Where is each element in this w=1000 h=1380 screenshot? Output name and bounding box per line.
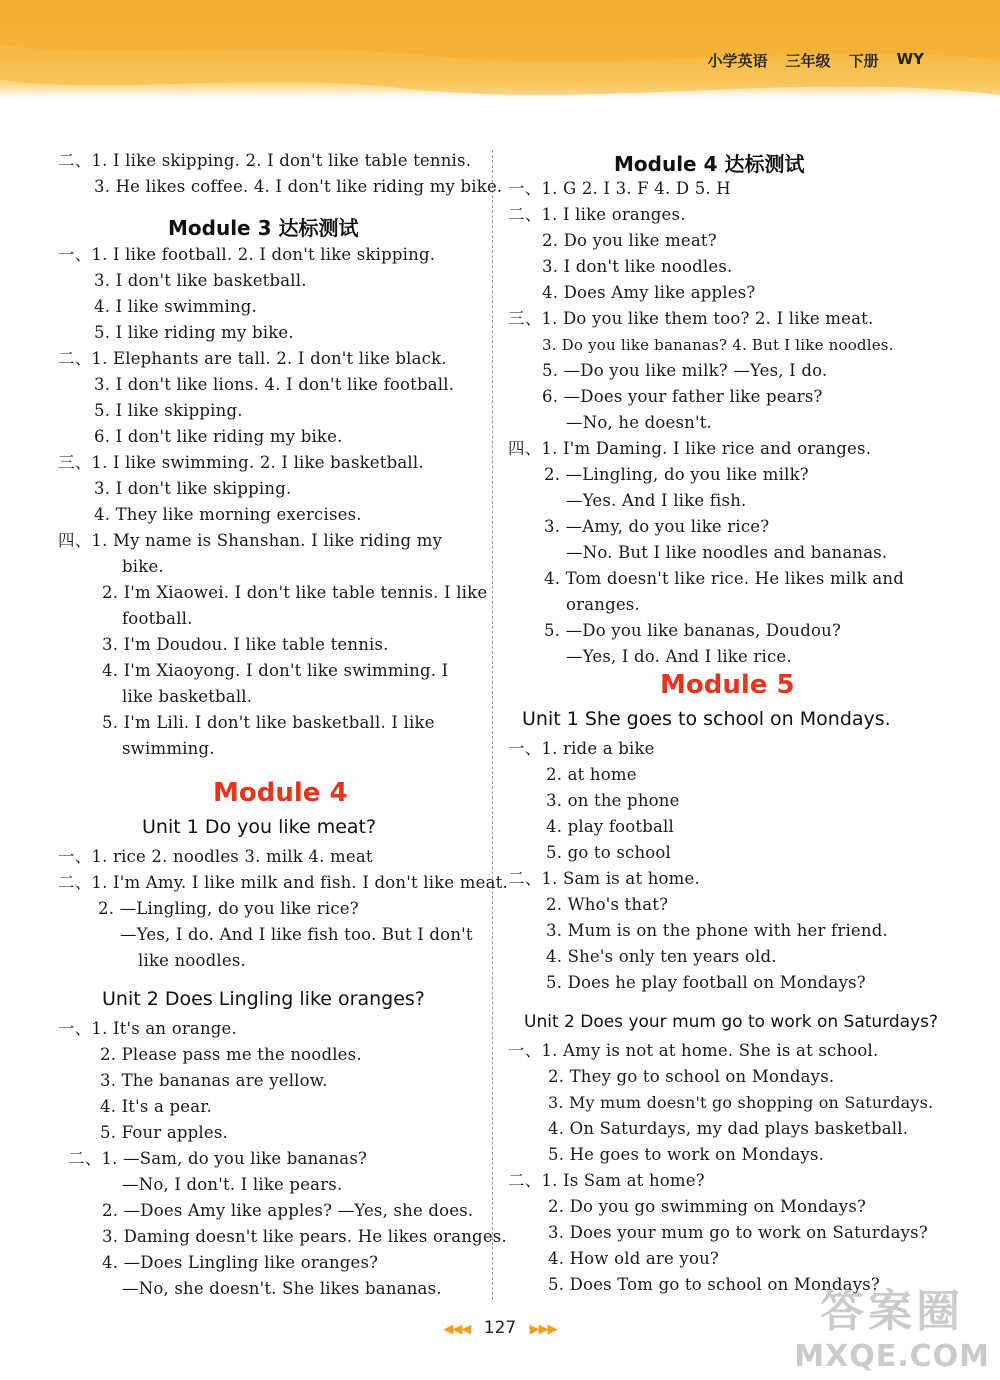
page-number: 127 bbox=[483, 1318, 517, 1338]
answer-line: 4. She's only ten years old. bbox=[546, 947, 777, 966]
answer-line: 一、1. I like football. 2. I don't like skipping. bbox=[58, 245, 436, 264]
answer-line: —No, I don't. I like pears. bbox=[122, 1175, 343, 1194]
answer-line: 3. I don't like noodles. bbox=[542, 257, 733, 276]
answer-line: 4. —Does Lingling like oranges? bbox=[102, 1253, 379, 1272]
answer-line: 四、1. My name is Shanshan. I like riding my bbox=[58, 531, 443, 550]
answer-line: —Yes, I do. And I like fish too. But I don't bbox=[120, 925, 473, 944]
answer-line: like noodles. bbox=[138, 951, 246, 970]
answer-line: 2. Do you like meat? bbox=[542, 231, 717, 250]
answer-line: 4. I'm Xiaoyong. I don't like swimming. I bbox=[102, 661, 449, 680]
watermark-url: MXQE.COM bbox=[794, 1339, 990, 1374]
answer-line: 3. Mum is on the phone with her friend. bbox=[546, 921, 888, 940]
answer-line: 3. I'm Doudou. I like table tennis. bbox=[102, 635, 389, 654]
answer-line: 二、1. I like skipping. 2. I don't like table tennis. bbox=[58, 151, 472, 170]
answer-line: 6. I don't like riding my bike. bbox=[94, 427, 343, 446]
answer-line: 二、1. I like oranges. bbox=[508, 205, 686, 224]
answer-line: 3. on the phone bbox=[546, 791, 680, 810]
answer-line: 2. at home bbox=[546, 765, 637, 784]
answer-line: 2. I'm Xiaowei. I don't like table tennis. I like bbox=[102, 583, 488, 602]
section-title-module4-test: Module 4 达标测试 bbox=[614, 152, 805, 176]
header-grade: 三年级 bbox=[785, 52, 831, 70]
answer-line: 2. —Lingling, do you like rice? bbox=[98, 899, 359, 918]
answer-line: 5. He goes to work on Mondays. bbox=[548, 1145, 825, 1164]
answer-line: —No, she doesn't. She likes bananas. bbox=[122, 1279, 442, 1298]
answer-line: —Yes. And I like fish. bbox=[566, 491, 747, 510]
answer-line: 3. I don't like lions. 4. I don't like football. bbox=[94, 375, 455, 394]
answer-line: 一、1. G 2. I 3. F 4. D 5. H bbox=[508, 179, 731, 198]
answer-line: 5. I'm Lili. I don't like basketball. I like bbox=[102, 713, 435, 732]
answer-line: 3. —Amy, do you like rice? bbox=[544, 517, 770, 536]
answer-line: 3. He likes coffee. 4. I don't like riding my bike. bbox=[94, 177, 503, 196]
answer-line: 二、1. Sam is at home. bbox=[508, 869, 700, 888]
answer-line: 4. Does Amy like apples? bbox=[542, 283, 756, 302]
answer-line: 5. I like skipping. bbox=[94, 401, 243, 420]
answer-line: 2. —Lingling, do you like milk? bbox=[544, 465, 809, 484]
answer-line: 5. go to school bbox=[546, 843, 672, 862]
answer-line: 3. My mum doesn't go shopping on Saturdays. bbox=[548, 1093, 934, 1112]
answer-line: 二、1. —Sam, do you like bananas? bbox=[68, 1149, 368, 1168]
answer-line: 二、1. Is Sam at home? bbox=[508, 1171, 705, 1190]
header-subject: 小学英语 bbox=[707, 52, 768, 70]
answer-line: 3. I don't like skipping. bbox=[94, 479, 292, 498]
answer-line: —Yes, I do. And I like rice. bbox=[566, 647, 792, 666]
header-info bbox=[708, 50, 924, 71]
answer-line: 3. I don't like basketball. bbox=[94, 271, 307, 290]
header-volume: 下册 bbox=[848, 52, 879, 70]
answer-line: 二、1. Elephants are tall. 2. I don't like black. bbox=[58, 349, 447, 368]
answer-line: 2. They go to school on Mondays. bbox=[548, 1067, 835, 1086]
watermark-logo-text: 答案圈 bbox=[820, 1286, 965, 1337]
answer-line: 二、1. I'm Amy. I like milk and fish. I don't like meat. bbox=[58, 873, 508, 892]
answer-line: 5. Does Tom go to school on Mondays? bbox=[548, 1275, 880, 1294]
unit-title: Unit 2 Does Lingling like oranges? bbox=[102, 988, 425, 1010]
column-divider bbox=[492, 150, 493, 1300]
answer-line: 5. I like riding my bike. bbox=[94, 323, 294, 342]
prev-arrows-icon: ◀◀◀ bbox=[443, 1322, 471, 1337]
answer-line: 3. Do you like bananas? 4. But I like noodles. bbox=[542, 336, 894, 354]
answer-line: 一、1. rice 2. noodles 3. milk 4. meat bbox=[58, 847, 373, 866]
answer-line: 2. Do you go swimming on Mondays? bbox=[548, 1197, 867, 1216]
answer-line: 四、1. I'm Daming. I like rice and oranges. bbox=[508, 439, 872, 458]
answer-line: oranges. bbox=[566, 595, 640, 614]
answer-line: 一、1. It's an orange. bbox=[58, 1019, 237, 1038]
next-arrows-icon: ▶▶▶ bbox=[529, 1322, 557, 1337]
answer-line: 5. Four apples. bbox=[100, 1123, 228, 1142]
answer-line: 4. play football bbox=[546, 817, 674, 836]
answer-line: 4. I like swimming. bbox=[94, 297, 257, 316]
watermark bbox=[794, 1275, 990, 1374]
unit-title: Unit 1 Do you like meat? bbox=[142, 816, 377, 838]
answer-line: 5. Does he play football on Mondays? bbox=[546, 973, 866, 992]
answer-line: swimming. bbox=[122, 739, 215, 758]
answer-line: 一、1. Amy is not at home. She is at school. bbox=[508, 1041, 879, 1060]
answer-line: 4. On Saturdays, my dad plays basketball. bbox=[548, 1119, 909, 1138]
header-edition: WY bbox=[896, 50, 924, 68]
answer-line: 一、1. ride a bike bbox=[508, 739, 655, 758]
answer-line: 2. Who's that? bbox=[546, 895, 669, 914]
answer-line: 2. —Does Amy like apples? —Yes, she does. bbox=[102, 1201, 474, 1220]
section-title-module5: Module 5 bbox=[660, 670, 795, 700]
section-title-module4: Module 4 bbox=[213, 778, 348, 808]
answer-line: —No, he doesn't. bbox=[566, 413, 712, 432]
section-title-module3-test: Module 3 达标测试 bbox=[168, 216, 359, 240]
answer-line: 5. —Do you like milk? —Yes, I do. bbox=[542, 361, 828, 380]
unit-title: Unit 1 She goes to school on Mondays. bbox=[522, 708, 891, 730]
answer-line: 三、1. Do you like them too? 2. I like meat. bbox=[508, 309, 874, 328]
unit-title: Unit 2 Does your mum go to work on Saturdays? bbox=[524, 1012, 939, 1032]
answer-line: —No. But I like noodles and bananas. bbox=[566, 543, 888, 562]
answer-line: like basketball. bbox=[122, 687, 253, 706]
answer-line: 2. Please pass me the noodles. bbox=[100, 1045, 362, 1064]
answer-line: 3. Does your mum go to work on Saturdays? bbox=[548, 1223, 928, 1242]
answer-line: 6. —Does your father like pears? bbox=[542, 387, 823, 406]
answer-line: 三、1. I like swimming. 2. I like basketball. bbox=[58, 453, 424, 472]
answer-line: bike. bbox=[122, 557, 164, 576]
answer-line: football. bbox=[122, 609, 193, 628]
answer-line: 4. Tom doesn't like rice. He likes milk and bbox=[544, 569, 905, 588]
answer-line: 4. They like morning exercises. bbox=[94, 505, 362, 524]
answer-line: 3. The bananas are yellow. bbox=[100, 1071, 328, 1090]
answer-line: 3. Daming doesn't like pears. He likes oranges. bbox=[102, 1227, 507, 1246]
answer-line: 4. How old are you? bbox=[548, 1249, 719, 1268]
answer-line: 5. —Do you like bananas, Doudou? bbox=[544, 621, 842, 640]
answer-line: 4. It's a pear. bbox=[100, 1097, 212, 1116]
